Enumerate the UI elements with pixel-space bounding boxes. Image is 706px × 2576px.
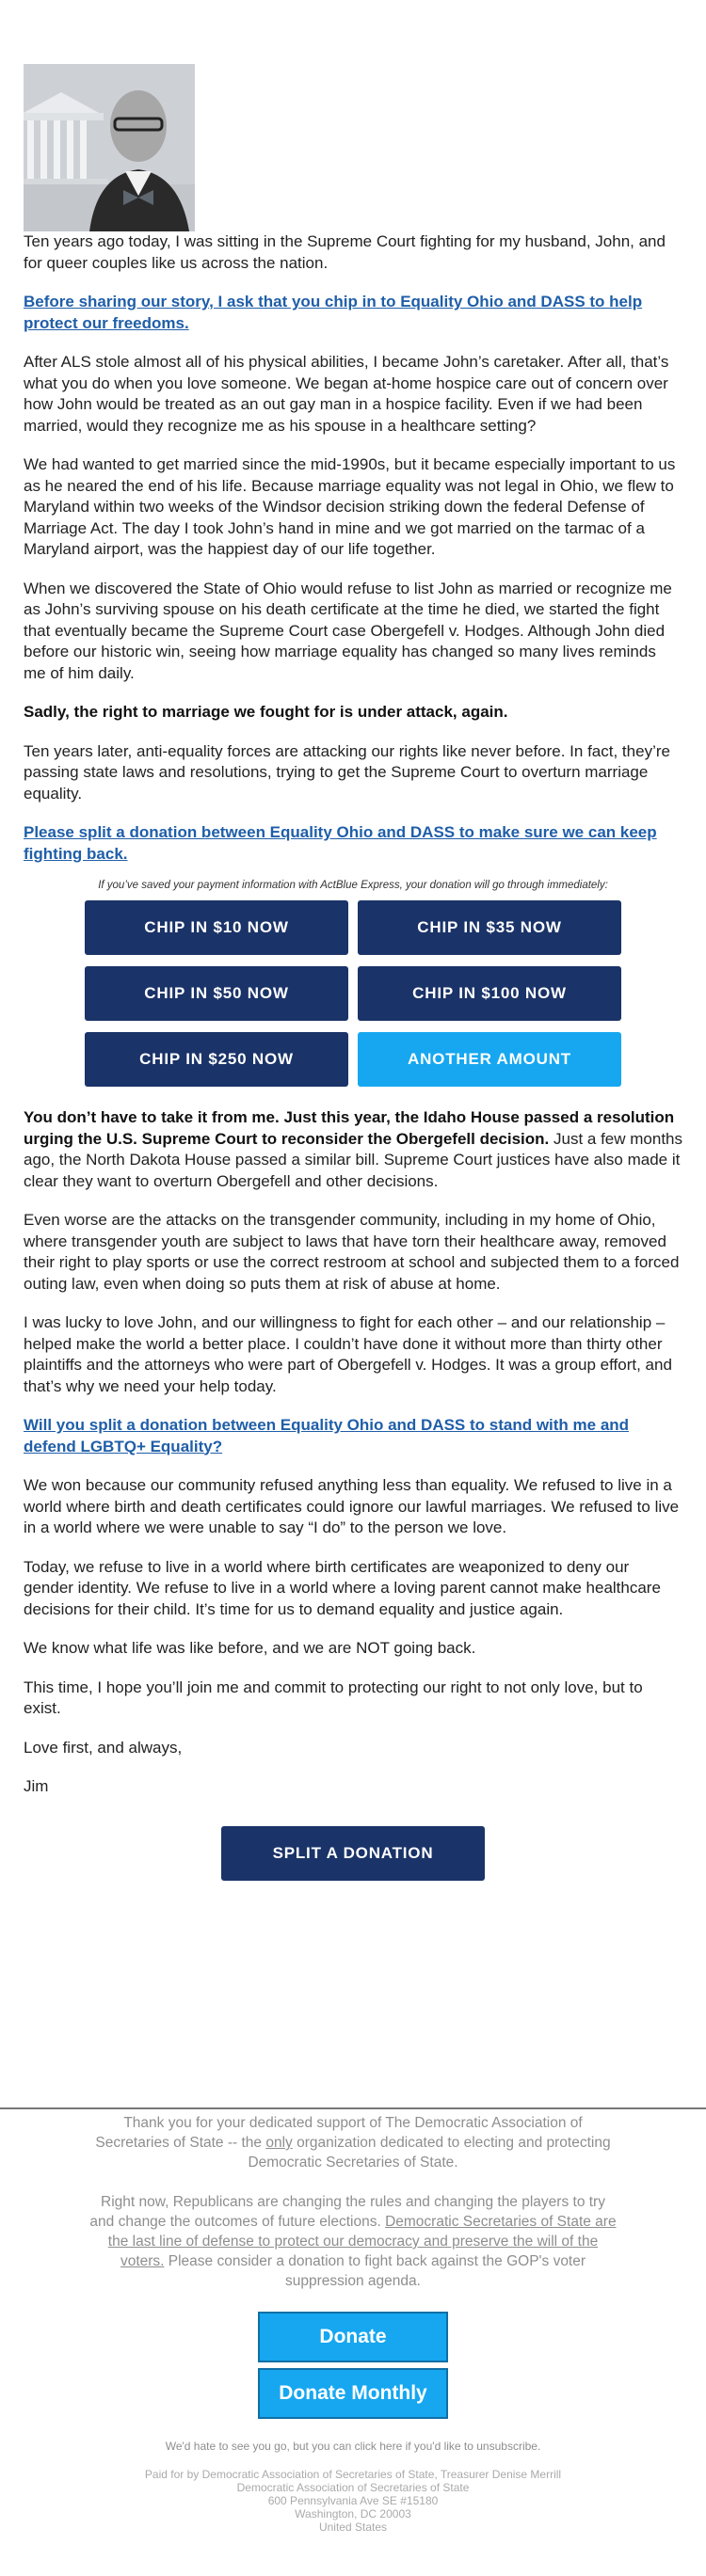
chip-in-50-button[interactable]: CHIP IN $50 NOW (85, 966, 348, 1021)
footer-right-now-underlined: Democratic Secretaries of State are the last line of defense to protect our democracy and preserve the will of the voters. (107, 2214, 617, 2269)
header-photo (24, 64, 195, 231)
footer-divider (0, 2107, 706, 2109)
chip-in-10-button[interactable]: CHIP IN $10 NOW (85, 900, 348, 955)
paragraph-under-attack: Sadly, the right to marriage we fought for is under attack, again. (24, 703, 508, 721)
paragraph-intro: Ten years ago today, I was sitting in the Supreme Court fighting for my husband, John, and for queer couples like us across the nation. (24, 232, 666, 272)
footer-thanks (89, 2113, 617, 2172)
unsubscribe-link[interactable]: We'd hate to see you go, but you can click here if you'd like to unsubscribe. (165, 2440, 541, 2453)
donate-link-protect-freedoms[interactable]: Before sharing our story, I ask that you chip in to Equality Ohio and DASS to help protect our freedoms. (24, 293, 643, 332)
chip-in-35-button[interactable]: CHIP IN $35 NOW (358, 900, 621, 955)
paid-line: Washington, DC 20003 (295, 2507, 411, 2520)
paragraph-idaho-bold: You don’t have to take it from me. Just this year, the Idaho House passed a resolution urging the U.S. Supreme Court to reconsider the Obergefell decision. (24, 1108, 675, 1148)
chip-in-100-button[interactable]: CHIP IN $100 NOW (358, 966, 621, 1021)
paragraph-not-going-back: We know what life was like before, and we are NOT going back. (24, 1639, 476, 1657)
footer-right-now (89, 2192, 617, 2291)
footer-thanks-only: only (265, 2135, 293, 2151)
paid-for-by (0, 2468, 706, 2534)
donate-link-defend-equality[interactable]: Will you split a donation between Equality Ohio and DASS to stand with me and defend LGBTQ+ Equality? (24, 1416, 630, 1455)
donate-link-keep-fighting[interactable]: Please split a donation between Equality Ohio and DASS to make sure we can keep fighting back. (24, 823, 657, 863)
footer-right-now-b: Please consider a donation to fight back against the GOP's voter suppression agenda. (164, 2253, 586, 2289)
paid-line: United States (318, 2520, 388, 2534)
footer-thanks-b: organization dedicated to electing and protecting Democratic Secretaries of State. (248, 2135, 611, 2171)
donation-button-grid (85, 900, 621, 1087)
email-body (24, 64, 682, 1881)
paid-line: Democratic Association of Secretaries of State (236, 2481, 470, 2494)
paid-line: Paid for by Democratic Association of Secretaries of State, Treasurer Denise Merrill (144, 2468, 562, 2481)
paragraph-marriage: We had wanted to get married since the mid-1990s, but it became especially important to us as he neared the end of his life. Because marriage equality was not legal in Ohio, we flew to Maryland within two weeks of the Windsor decision striking down the federal Defense of Marriage Act. The day I took John’s hand in mine and we got married on the tarmac of a Maryland airport, was the happiest day of our life together. (24, 455, 676, 558)
footer-thanks-a: Thank you for your dedicated support of The Democratic Association of Secretaries of State -- the (95, 2115, 583, 2151)
footer (0, 2113, 706, 2534)
paragraph-lucky: I was lucky to love John, and our willingness to fight for each other – and our relationship – helped make the world a better place. I couldn’t have done it without more than thirty other plaintiffs and the attorneys who were part of Obergefell v. Hodges. It was a group effort, and that’s why we need your help today. (24, 1313, 672, 1395)
paragraph-transgender: Even worse are the attacks on the transgender community, including in my home of Ohio, where transgender youth are subject to laws that have torn their healthcare away, removed their right to play sports or use the correct restroom at school and subjected them to a forced outing law, even when doing so puts them at risk of abuse at home. (24, 1211, 680, 1293)
paragraph-ten-years-later: Ten years later, anti-equality forces are attacking our rights like never before. In fact, they’re passing state laws and resolutions, trying to get the Supreme Court to overturn marriage equality. (24, 741, 670, 803)
paid-line: 600 Pennsylvania Ave SE #15180 (267, 2494, 439, 2507)
paragraph-death-certificate: When we discovered the State of Ohio would refuse to list John as married or recognize me as John’s surviving spouse on his death certificate at the time he died, we started the fight that eventually became the Supreme Court case Obergefell v. Hodges. Although John died before our historic win, seeing how marriage equality has changed so many lives reminds me of him daily. (24, 579, 672, 682)
paragraph-join-me: This time, I hope you’ll join me and commit to protecting our right to not only love, but to exist. (24, 1678, 643, 1717)
footer-right-now-a: Right now, Republicans are changing the rules and changing the players to try and change the outcomes of future elections. (89, 2194, 605, 2230)
sign-off: Love first, and always, (24, 1738, 183, 1757)
signature: Jim (24, 1777, 49, 1795)
actblue-express-note: If you’ve saved your payment information with ActBlue Express, your donation will go through immediately: (98, 880, 608, 891)
another-amount-button[interactable]: ANOTHER AMOUNT (358, 1032, 621, 1087)
split-donation-button[interactable]: SPLIT A DONATION (221, 1826, 485, 1881)
paragraph-idaho (24, 1107, 682, 1192)
paragraph-idaho-rest: Just a few months ago, the North Dakota House passed a similar bill. Supreme Court justices have also made it clear they want to overturn Obergefell and other decisions. (24, 1129, 682, 1190)
photo-illustration (24, 64, 195, 231)
paragraph-we-won: We won because our community refused anything less than equality. We refused to live in a world where birth and death certificates could ignore our lawful marriages. We refused to live in a world where we were unable to say “I do” to the person we love. (24, 1476, 680, 1536)
donate-monthly-button[interactable]: Donate Monthly (258, 2368, 448, 2419)
chip-in-250-button[interactable]: CHIP IN $250 NOW (85, 1032, 348, 1087)
paragraph-caretaker: After ALS stole almost all of his physical abilities, I became John’s caretaker. After all, that’s what you do when you love someone. We began at-home hospice care out of concern over how John would be treated as an out gay man in a hospice facility. Even if we had been married, would they recognize me as his spouse in a healthcare setting? (24, 353, 669, 435)
paragraph-today: Today, we refuse to live in a world where birth certificates are weaponized to deny our gender identity. We refuse to live in a world where a loving parent cannot make healthcare decisions for their child. It’s time for us to demand equality and justice again. (24, 1557, 661, 1618)
donate-button[interactable]: Donate (258, 2312, 448, 2362)
